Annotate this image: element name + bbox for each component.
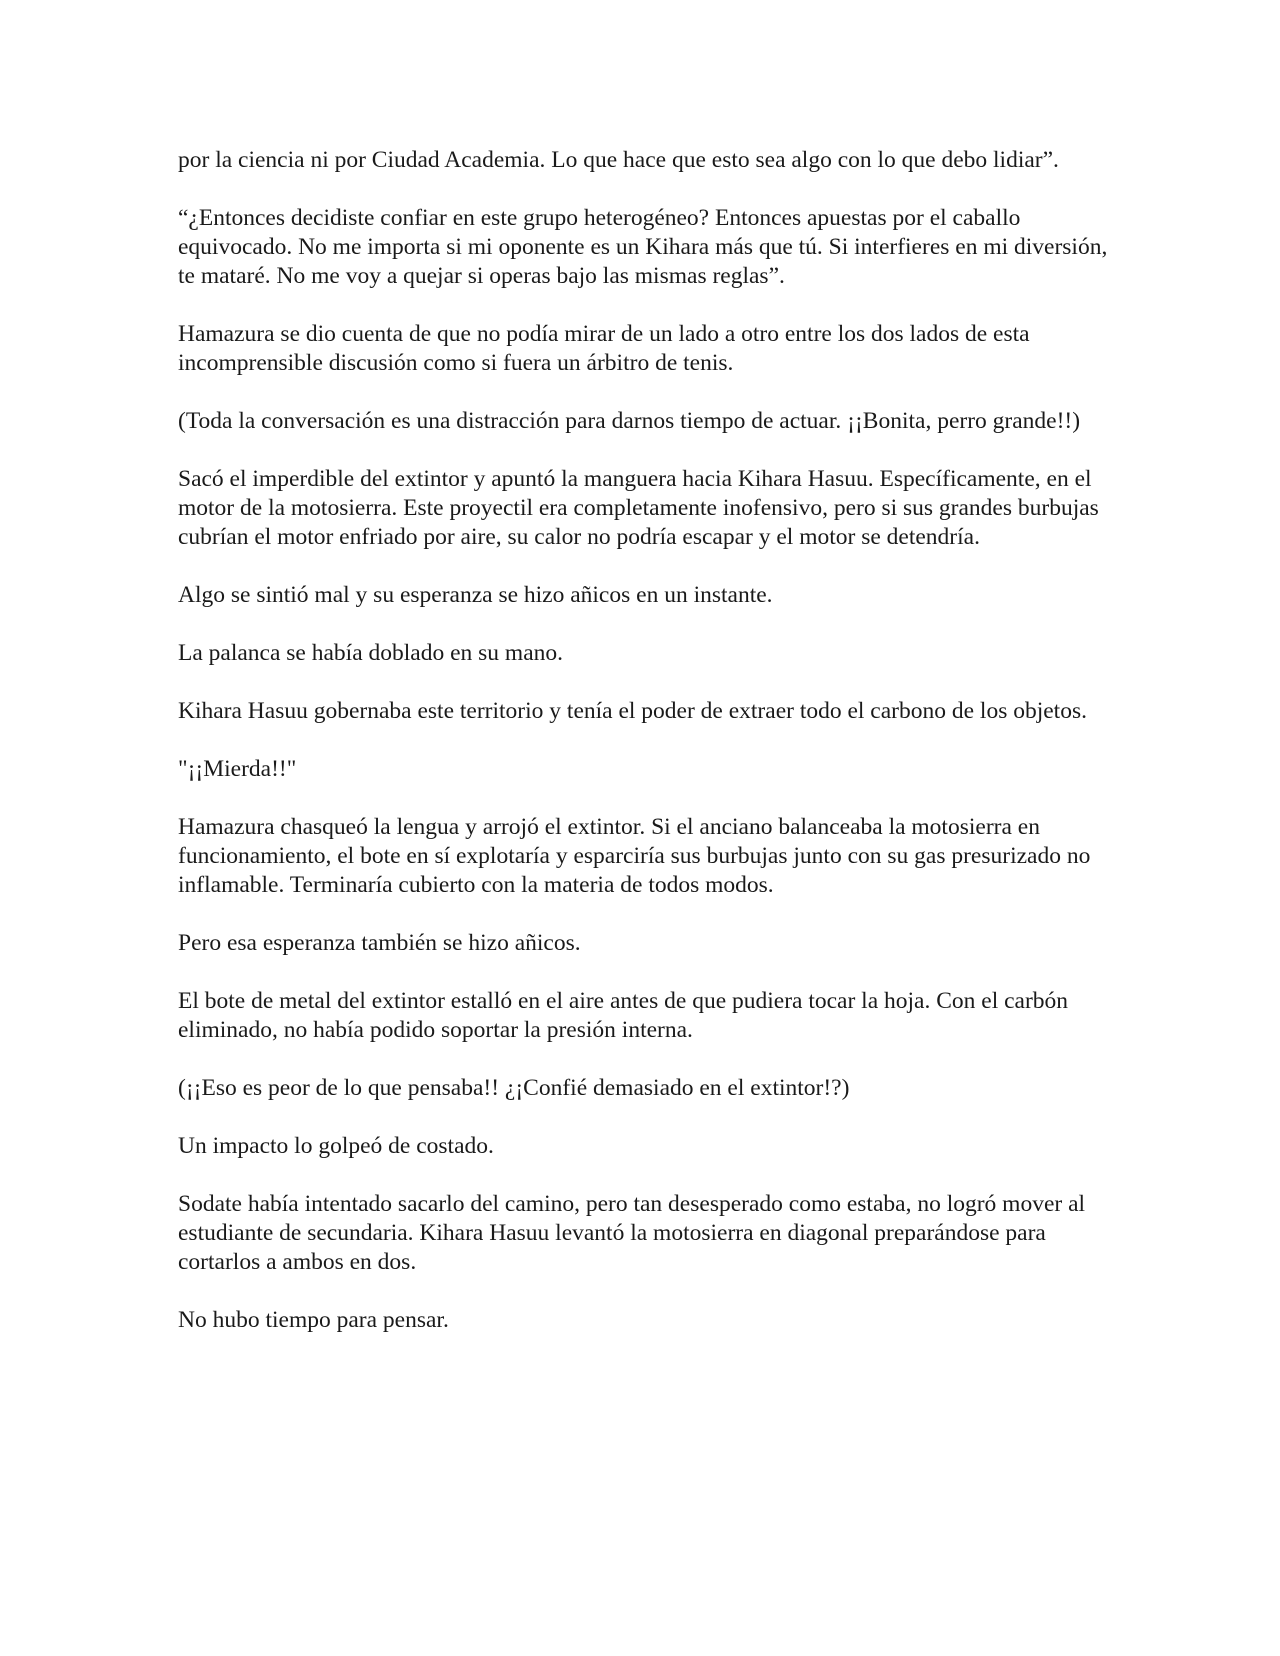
paragraph: (Toda la conversación es una distracción para darnos tiempo de actuar. ¡¡Bonita, perro grande!!) [178, 408, 1081, 434]
body-text [178, 146, 1108, 1364]
paragraph: No hubo tiempo para pensar. [178, 1307, 449, 1333]
paragraph: La palanca se había doblado en su mano. [178, 640, 563, 666]
paragraph: Hamazura chasqueó la lengua y arrojó el extintor. Si el anciano balanceaba la motosierra en funcionamiento, el bote en sí explotaría y esparciría sus burbujas junto con su gas presurizado no inflamable. Terminaría cubierto con la materia de todos modos. [178, 814, 1091, 898]
paragraph: “¿Entonces decidiste confiar en este grupo heterogéneo? Entonces apuestas por el caballo equivocado. No me importa si mi oponente es un Kihara más que tú. Si interfieres en mi diversión, te mataré. No me voy a quejar si operas bajo las mismas reglas”. [178, 205, 1108, 289]
paragraph: Hamazura se dio cuenta de que no podía mirar de un lado a otro entre los dos lados de esta incomprensible discusión como si fuera un árbitro de tenis. [178, 321, 1030, 376]
paragraph: por la ciencia ni por Ciudad Academia. Lo que hace que esto sea algo con lo que debo lidiar”. [178, 147, 1059, 173]
paragraph: Sodate había intentado sacarlo del camino, pero tan desesperado como estaba, no logró mover al estudiante de secundaria. Kihara Hasuu levantó la motosierra en diagonal preparándose para cortarlos a ambos en dos. [178, 1191, 1086, 1275]
paragraph: El bote de metal del extintor estalló en el aire antes de que pudiera tocar la hoja. Con el carbón eliminado, no había podido soportar la presión interna. [178, 988, 1069, 1043]
paragraph: "¡¡Mierda!!" [178, 756, 297, 782]
paragraph: Un impacto lo golpeó de costado. [178, 1133, 494, 1159]
paragraph: Kihara Hasuu gobernaba este territorio y tenía el poder de extraer todo el carbono de los objetos. [178, 698, 1087, 724]
paragraph: Sacó el imperdible del extintor y apuntó la manguera hacia Kihara Hasuu. Específicamente, en el motor de la motosierra. Este proyectil era completamente inofensivo, pero si sus grandes burbujas cubrían el motor enfriado por aire, su calor no podría escapar y el motor se detendría. [178, 466, 1099, 550]
paragraph: (¡¡Eso es peor de lo que pensaba!! ¿¡Confié demasiado en el extintor!?) [178, 1075, 850, 1101]
paragraph: Pero esa esperanza también se hizo añicos. [178, 930, 581, 956]
paragraph: Algo se sintió mal y su esperanza se hizo añicos en un instante. [178, 582, 773, 608]
